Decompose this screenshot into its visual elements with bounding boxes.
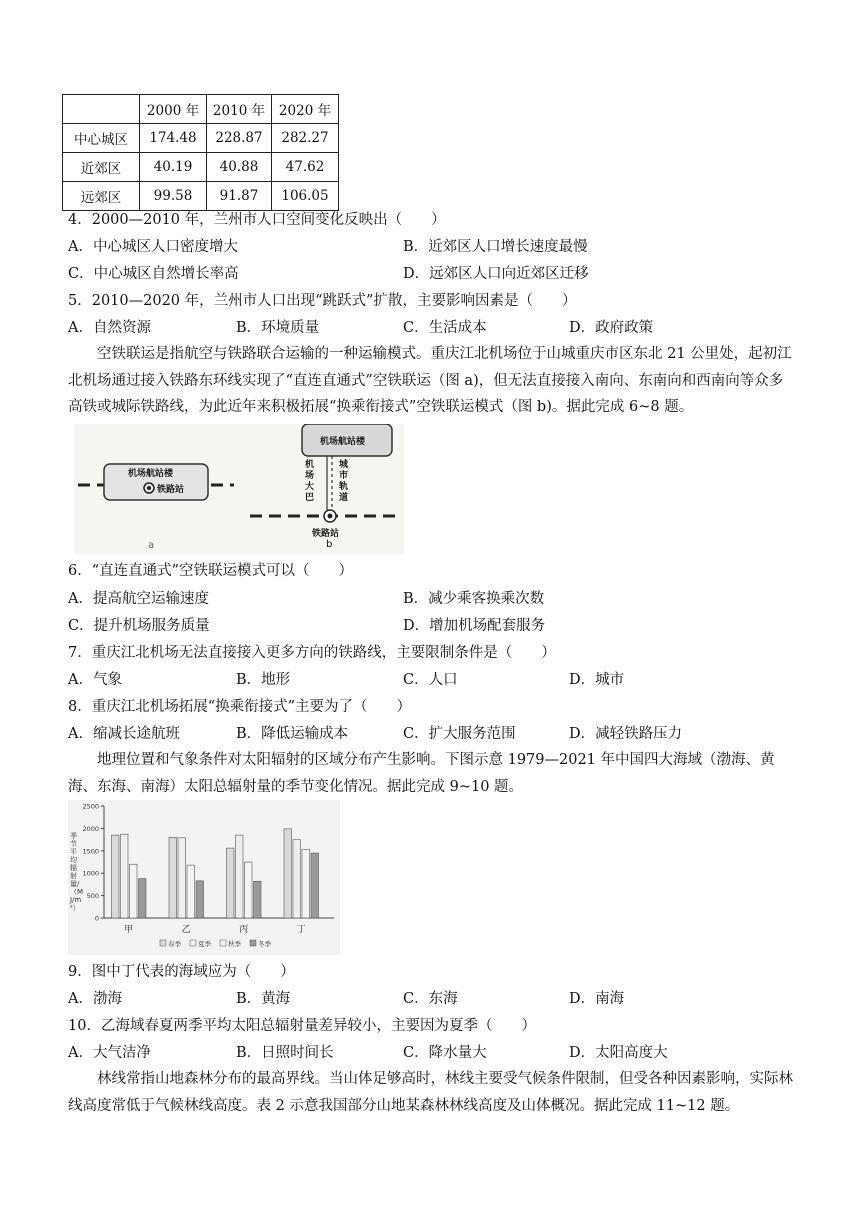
chart-y-tick-label: 1000 [82, 869, 99, 878]
question-9-option-d[interactable]: D．南海 [569, 991, 625, 1007]
table-cell: 174.48 [140, 124, 207, 153]
chart-bar [130, 864, 138, 918]
table-row [63, 182, 339, 211]
chart-bar [236, 835, 244, 918]
chart-bar [245, 862, 253, 918]
question-4-option-c[interactable]: C．中心城区自然增长率高 [68, 266, 239, 282]
passage-air-rail: 空铁联运是指航空与铁路联合运输的一种运输模式。重庆江北机场位于山城重庆市区东北 21 公里处，起初江北机场通过接入铁路东环线实现了“直连直通式”空铁联运（图 a)，但无法直接接入南向、东南向和西南向等众多高铁或城际铁路线，为此近年来积极拓展“换乘衔接式”空铁联运模式（图 b)。据此完成 6~8 题。 [68, 346, 792, 415]
table-cell: 99.58 [140, 182, 207, 211]
station-icon-a-core [147, 486, 151, 490]
table-cell: 91.87 [207, 182, 272, 211]
chart-y-tick-label: 500 [86, 892, 99, 901]
figure-a-terminal-label: 机场航站楼 [128, 469, 174, 479]
question-6-option-d[interactable]: D．增加机场配套服务 [403, 618, 546, 634]
question-5-option-d[interactable]: D．政府政策 [569, 320, 654, 336]
table-header-cell: 2020 年 [272, 95, 339, 124]
chart-bar [169, 837, 177, 918]
chart-legend-label: 冬季 [258, 940, 271, 948]
question-10-option-c[interactable]: C．降水量大 [403, 1045, 487, 1061]
chart-legend-swatch [220, 940, 226, 946]
chart-legend-label: 夏季 [198, 940, 211, 948]
table-cell: 近郊区 [63, 153, 140, 182]
question-8-option-c[interactable]: C．扩大服务范围 [403, 726, 516, 742]
table-header-cell: 2000 年 [140, 95, 207, 124]
chart-legend-swatch [190, 940, 196, 946]
table-cell: 228.87 [207, 124, 272, 153]
table-row [63, 124, 339, 153]
table-cell: 47.62 [272, 153, 339, 182]
table-cell: 远郊区 [63, 182, 140, 211]
question-8-option-a[interactable]: A．缩减长途航班 [68, 726, 180, 742]
population-table [62, 94, 339, 211]
passage-solar-radiation: 地理位置和气象条件对太阳辐射的区域分布产生影响。下图示意 1979—2021 年中国四大海域（渤海、黄海、东海、南海）太阳总辐射量的季节变化情况。据此完成 9~10 题。 [68, 752, 775, 795]
question-6-option-a[interactable]: A．提高航空运输速度 [68, 591, 209, 607]
figure-air-rail-modes [74, 424, 404, 554]
chart-y-tick-label: 2000 [82, 824, 99, 833]
question-10-stem: 10．乙海域春夏两季平均太阳总辐射量差异较小，主要因为夏季（ ） [68, 1018, 536, 1034]
question-5-option-c[interactable]: C．生活成本 [403, 320, 487, 336]
question-9-option-a[interactable]: A．渤海 [68, 991, 122, 1007]
chart-bar [302, 849, 310, 918]
chart-x-tick-label: 丁 [296, 925, 306, 935]
chart-legend-swatch [160, 940, 166, 946]
figure-b-metro-label: 城市轨道 [339, 460, 349, 503]
chart-x-tick-label: 乙 [181, 925, 191, 935]
question-8-option-b[interactable]: B．降低运输成本 [236, 726, 349, 742]
table-header-cell: 2010 年 [207, 95, 272, 124]
chart-y-axis-label: 季节平均辐射量/（MJ/m²） [70, 832, 84, 912]
question-8-option-d[interactable]: D．减轻铁路压力 [569, 726, 683, 742]
table-cell: 106.05 [272, 182, 339, 211]
figure-b-station-label: 铁路站 [312, 529, 340, 539]
question-5-option-b[interactable]: B．环境质量 [236, 320, 320, 336]
question-6-option-b[interactable]: B．减少乘客换乘次数 [403, 591, 545, 607]
question-7-option-a[interactable]: A．气象 [68, 672, 122, 688]
question-8-stem: 8．重庆江北机场拓展“换乘衔接式”主要为了（ ） [68, 699, 412, 715]
chart-y-tick-label: 1500 [82, 847, 99, 856]
chart-bar [139, 879, 147, 918]
figure-a-caption: a [148, 540, 155, 551]
question-9-option-c[interactable]: C．东海 [403, 991, 458, 1007]
chart-bar [293, 840, 301, 918]
question-10-option-a[interactable]: A．大气洁净 [68, 1045, 151, 1061]
question-9-stem: 9．图中丁代表的海域应为（ ） [68, 964, 295, 980]
table-header-cell [63, 95, 140, 124]
table-cell: 中心城区 [63, 124, 140, 153]
question-7-option-d[interactable]: D．城市 [569, 672, 625, 688]
chart-bar [112, 835, 120, 918]
table-cell: 40.88 [207, 153, 272, 182]
station-icon-b-core [328, 514, 333, 519]
question-9-option-b[interactable]: B．黄海 [236, 991, 291, 1007]
figure-b-terminal-label: 机场航站楼 [320, 437, 366, 447]
question-10-option-d[interactable]: D．太阳高度大 [569, 1045, 668, 1061]
chart-x-tick-label: 丙 [239, 925, 249, 935]
question-10-option-b[interactable]: B．日照时间长 [236, 1045, 334, 1061]
chart-legend-label: 春季 [168, 940, 181, 948]
question-5-option-a[interactable]: A．自然资源 [68, 320, 151, 336]
question-5-stem: 5．2010—2020 年，兰州市人口出现“跳跃式”扩散，主要影响因素是（ ） [68, 293, 577, 309]
figure-b-caption: b [326, 539, 333, 550]
question-7-stem: 7．重庆江北机场无法直接接入更多方向的铁路线，主要限制条件是（ ） [68, 645, 556, 661]
table-cell: 282.27 [272, 124, 339, 153]
chart-bar [284, 829, 292, 918]
question-6-option-c[interactable]: C．提升机场服务质量 [68, 618, 210, 634]
chart-bar [311, 853, 319, 918]
question-7-option-b[interactable]: B．地形 [236, 672, 291, 688]
table-header-row [63, 95, 339, 124]
chart-y-tick-label: 2500 [82, 802, 99, 811]
question-6-stem: 6．“直连直通式”空铁联运模式可以（ ） [68, 563, 354, 579]
table-cell: 40.19 [140, 153, 207, 182]
question-4-option-b[interactable]: B．近郊区人口增长速度最慢 [403, 239, 588, 255]
chart-bar [178, 838, 186, 918]
chart-bar [121, 834, 129, 918]
chart-bar [187, 865, 195, 918]
table-row [63, 153, 339, 182]
chart-bar [254, 881, 262, 918]
question-4-stem: 4．2000—2010 年，兰州市人口空间变化反映出（ ） [68, 212, 446, 228]
chart-legend-swatch [250, 940, 256, 946]
chart-bar [196, 881, 204, 918]
chart-x-tick-label: 甲 [124, 925, 134, 935]
question-4-option-d[interactable]: D．远郊区人口向近郊区迁移 [403, 266, 589, 282]
figure-b-bus-label: 机场大巴 [305, 460, 315, 503]
chart-y-tick-label: 0 [94, 914, 99, 923]
passage-tree-line: 林线常指山地森林分布的最高界线。当山体足够高时，林线主要受气候条件限制，但受各种因素影响，实际林线高度常低于气候林线高度。表 2 示意我国部分山地某森林林线高度及山体概况。据此完成 11~12 题。 [68, 1071, 793, 1114]
chart-legend-label: 秋季 [228, 940, 241, 948]
question-4-option-a[interactable]: A．中心城区人口密度增大 [68, 239, 238, 255]
question-7-option-c[interactable]: C．人口 [403, 672, 458, 688]
chart-bar [227, 848, 235, 918]
solar-radiation-chart-svg [68, 800, 340, 955]
figure-a-station-label: 铁路站 [157, 485, 185, 495]
solar-radiation-chart [68, 800, 340, 955]
